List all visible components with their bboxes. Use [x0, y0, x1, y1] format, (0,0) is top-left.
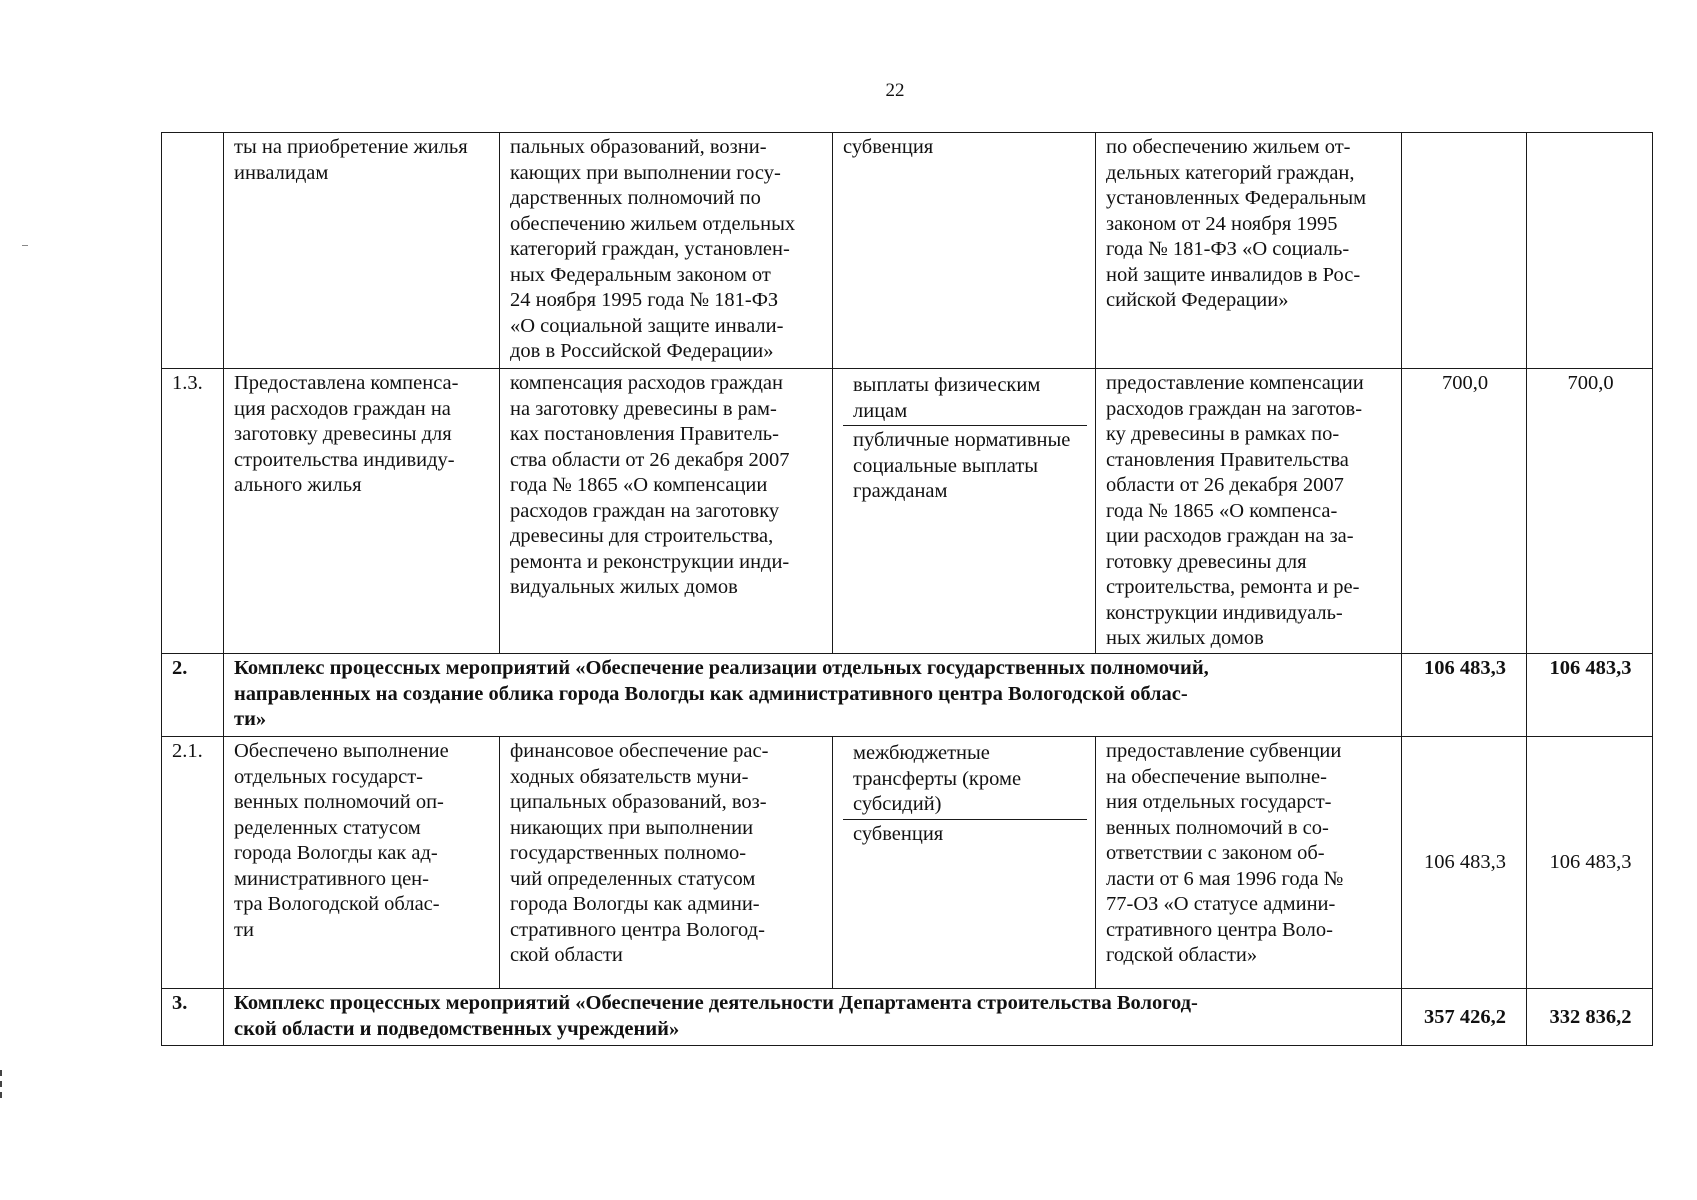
row-number: 3.: [162, 989, 224, 1046]
expense-type-cell: [833, 737, 1096, 989]
margin-mark: [0, 1070, 5, 1098]
page-number: 22: [885, 80, 905, 101]
basis-cell: компенсация расходов граждан на заготовку древесины в рам- ках постановления Правитель- ства области от 26 декабря 2007 года № 1865 «О компенсации расходов граждан на заготовку древесины для строительства, ремонта и реконструкции инди- видуальных жилых домов: [500, 369, 833, 654]
value-cell: 106 483,3: [1527, 737, 1653, 989]
table-row: [162, 369, 1653, 654]
value-cell: 700,0: [1402, 369, 1527, 654]
value-cell: 700,0: [1527, 369, 1653, 654]
result-name-cell: Обеспечено выполнение отдельных государст- венных полномочий оп- ределенных статусом города Вологды как ад- министративного цен- тра Вологодской облас- ти: [224, 737, 500, 989]
row-number: 1.3.: [162, 369, 224, 654]
value-cell: [1402, 133, 1527, 369]
result-name-cell: Предоставлена компенса- ция расходов граждан на заготовку древесины для строительства индивиду- ального жилья: [224, 369, 500, 654]
expense-type-cell: субвенция: [833, 133, 1096, 369]
row-number: [162, 133, 224, 369]
value-cell: [1527, 133, 1653, 369]
expense-type-secondary: публичные нормативные социальные выплаты гражданам: [843, 425, 1087, 506]
expense-type-primary: межбюджетные трансферты (кроме субсидий): [853, 742, 1022, 815]
expense-type-secondary: субвенция: [843, 819, 1087, 849]
row-number: 2.1.: [162, 737, 224, 989]
value-cell: 332 836,2: [1527, 989, 1653, 1046]
table-row: [162, 654, 1653, 737]
description-cell: предоставление компенсации расходов граждан на заготов- ку древесины в рамках по- становления Правительства области от 26 декабря 2007 года № 1865 «О компенса- ции расходов граждан на за- готовку древесины для строительства, ремонта и ре- конструкции индивидуаль- ных жилых домов: [1096, 369, 1402, 654]
value-cell: 106 483,3: [1402, 654, 1527, 737]
description-cell: предоставление субвенции на обеспечение выполне- ния отдельных государст- венных полномочий в со- ответствии с законом об- ласти от 6 мая 1996 года № 77-ОЗ «О статусе админи- стративного центра Воло- годской области»: [1096, 737, 1402, 989]
value-cell: 357 426,2: [1402, 989, 1527, 1046]
description-cell: по обеспечению жильем от- дельных категорий граждан, установленных Федеральным законом от 24 ноября 1995 года № 181-ФЗ «О социаль- ной защите инвалидов в Рос- сийской Федерации»: [1096, 133, 1402, 369]
table-row: [162, 133, 1653, 369]
value-cell: 106 483,3: [1402, 737, 1527, 989]
value-cell: 106 483,3: [1527, 654, 1653, 737]
row-number: 2.: [162, 654, 224, 737]
margin-mark: [22, 245, 28, 246]
expense-type-cell: [833, 369, 1096, 654]
budget-table: [161, 132, 1653, 1046]
section-title: Комплекс процессных мероприятий «Обеспечение реализации отдельных государственных полномочий, направленных на создание облика города Вологды как административного центра Вологодской облас- ти»: [224, 654, 1402, 737]
section-title: Комплекс процессных мероприятий «Обеспечение деятельности Департамента строительства Вологод- ской области и подведомственных учреждений»: [224, 989, 1402, 1046]
expense-type-primary: выплаты физическим лицам: [853, 374, 1041, 422]
basis-cell: пальных образований, возни- кающих при выполнении госу- дарственных полномочий по обеспечению жильем отдельных категорий граждан, установлен- ных Федеральным законом от 24 ноября 1995 года № 181-ФЗ «О социальной защите инвали- дов в Российской Федерации»: [500, 133, 833, 369]
table-row: [162, 737, 1653, 989]
basis-cell: финансовое обеспечение рас- ходных обязательств муни- ципальных образований, воз- никающих при выполнении государственных полномо- чий определенных статусом города Вологды как админи- стративного центра Вологод- ской области: [500, 737, 833, 989]
result-name-cell: ты на приобретение жилья инвалидам: [224, 133, 500, 369]
table-row: [162, 989, 1653, 1046]
